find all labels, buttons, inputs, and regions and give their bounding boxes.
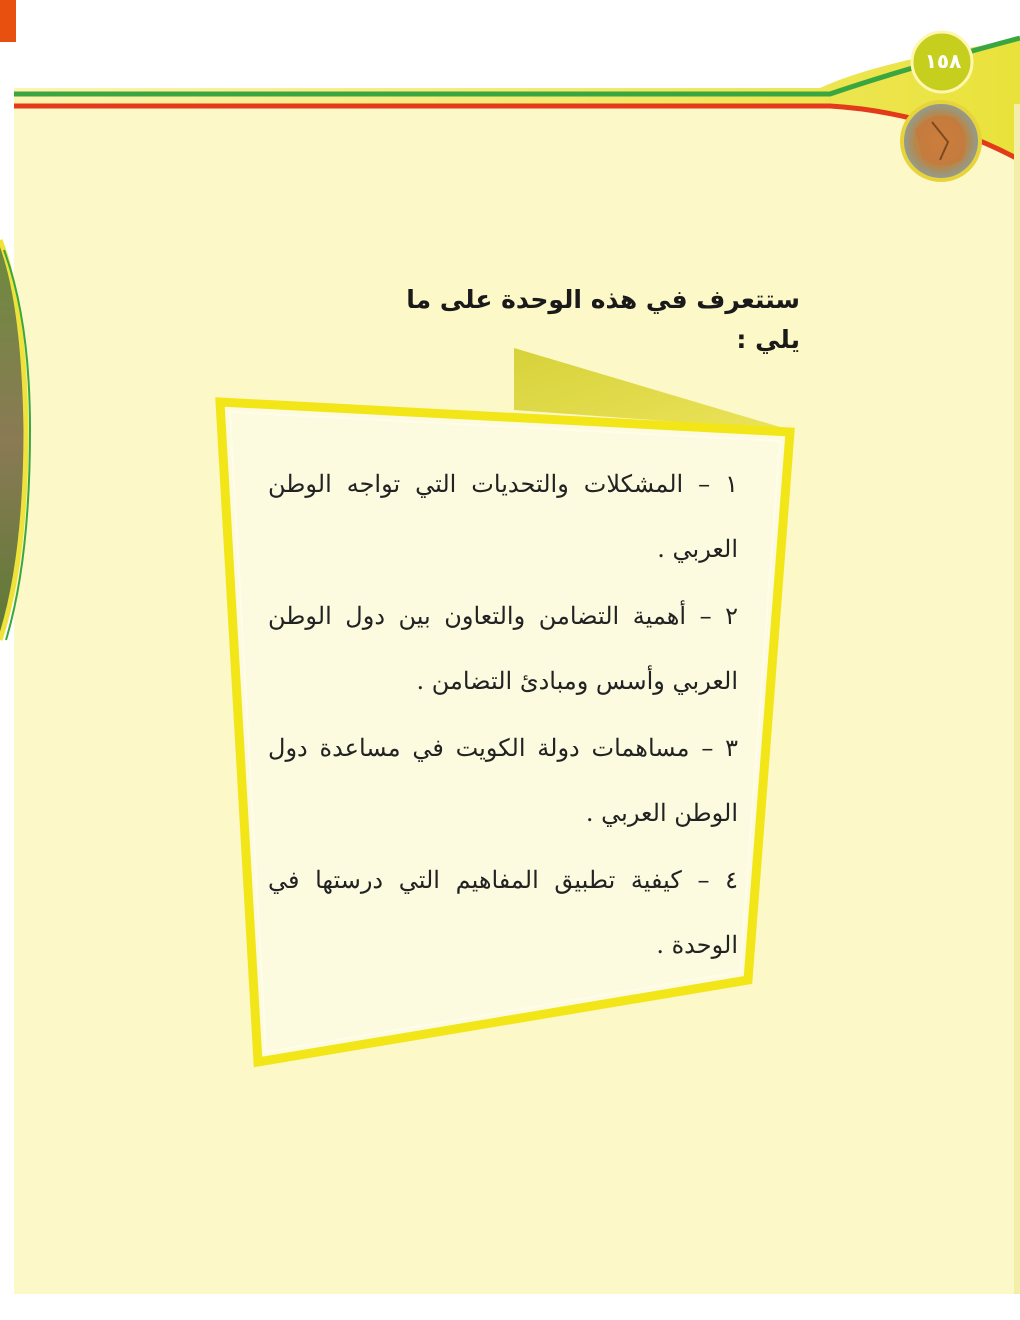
intro-heading: ستتعرف في هذه الوحدة على ما يلي : — [406, 285, 800, 354]
objectives-list — [268, 452, 738, 980]
objective-item-4: ٤ – كيفية تطبيق المفاهيم التي درستها في الوحدة . — [268, 866, 738, 959]
right-edge — [1014, 104, 1020, 1294]
objective-item-1: ١ – المشكلات والتحديات التي تواجه الوطن العربي . — [268, 470, 738, 563]
corner-tab — [0, 0, 16, 42]
objective-item-3: ٣ – مساهمات دولة الكويت في مساعدة دول الوطن العربي . — [268, 734, 738, 827]
page-number: ١٥٨ — [924, 49, 962, 73]
objective-item-2: ٢ – أهمية التضامن والتعاون بين دول الوطن العربي وأسس ومبادئ التضامن . — [268, 602, 738, 695]
